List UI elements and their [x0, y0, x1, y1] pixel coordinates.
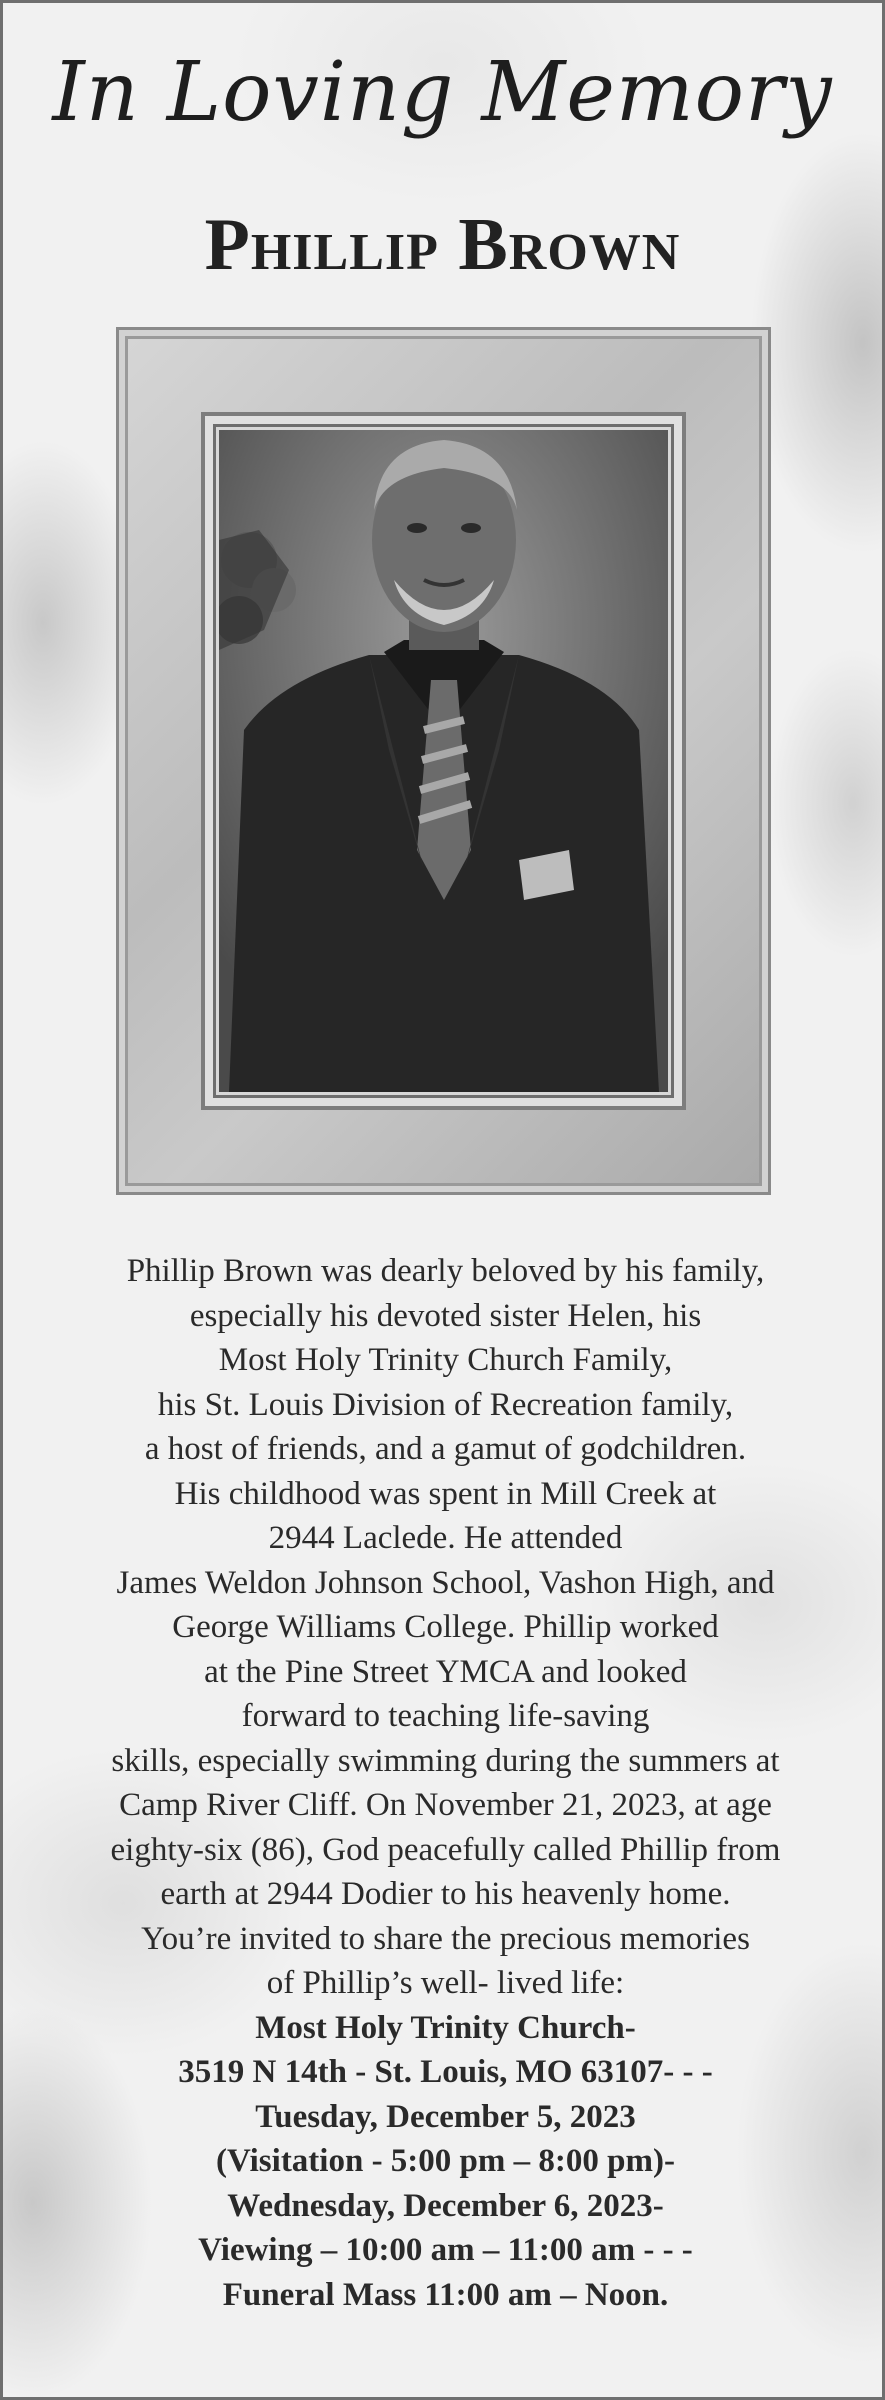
service-line: Funeral Mass 11:00 am – Noon. [222, 2276, 669, 2313]
picture-frame [116, 327, 771, 1195]
obituary-line: at the Pine Street YMCA and looked [204, 1653, 687, 1690]
obituary-line: skills, especially swimming during the summers at [111, 1742, 780, 1779]
service-line: 3519 N 14th - St. Louis, MO 63107- - - [178, 2054, 713, 2090]
service-line: Viewing – 10:00 am – 11:00 am - - - [198, 2232, 693, 2268]
obituary-line: eighty-six (86), God peacefully called Phillip from [110, 1831, 781, 1868]
portrait-photo [219, 430, 668, 1092]
service-line: Most Holy Trinity Church- [255, 2009, 636, 2046]
obituary-line: earth at 2944 Dodier to his heavenly home. [160, 1876, 731, 1912]
obituary-line: You’re invited to share the precious memories [141, 1920, 750, 1957]
service-line: Tuesday, December 5, 2023 [255, 2098, 636, 2135]
obituary-line: George Williams College. Phillip worked [172, 1609, 719, 1645]
obituary-line: of Phillip’s well- lived life: [266, 1965, 625, 2001]
obituary-line: Phillip Brown was dearly beloved by his family, [126, 1253, 765, 1289]
obituary-text [23, 1249, 868, 2317]
script-title: In Loving Memory [52, 45, 833, 140]
obituary-line: a host of friends, and a gamut of godchildren. [144, 1431, 747, 1467]
obituary-line: James Weldon Johnson School, Vashon High, and [116, 1564, 775, 1601]
service-line: (Visitation - 5:00 pm – 8:00 pm)- [216, 2143, 675, 2179]
portrait-icon [219, 430, 668, 1092]
obituary-line: his St. Louis Division of Recreation family, [157, 1386, 734, 1423]
obituary-line: forward to teaching life-saving [241, 1698, 650, 1734]
obituary-line: especially his devoted sister Helen, his [189, 1297, 702, 1334]
deceased-name: Phillip Brown [204, 204, 681, 286]
obituary-line: 2944 Laclede. He attended [268, 1520, 623, 1556]
obituary-line: Camp River Cliff. On November 21, 2023, at age [119, 1787, 772, 1823]
service-line: Wednesday, December 6, 2023- [227, 2187, 664, 2224]
frame-mat [201, 412, 686, 1110]
obituary-line: Most Holy Trinity Church Family, [218, 1342, 673, 1378]
obituary-line: His childhood was spent in Mill Creek at [174, 1475, 717, 1512]
